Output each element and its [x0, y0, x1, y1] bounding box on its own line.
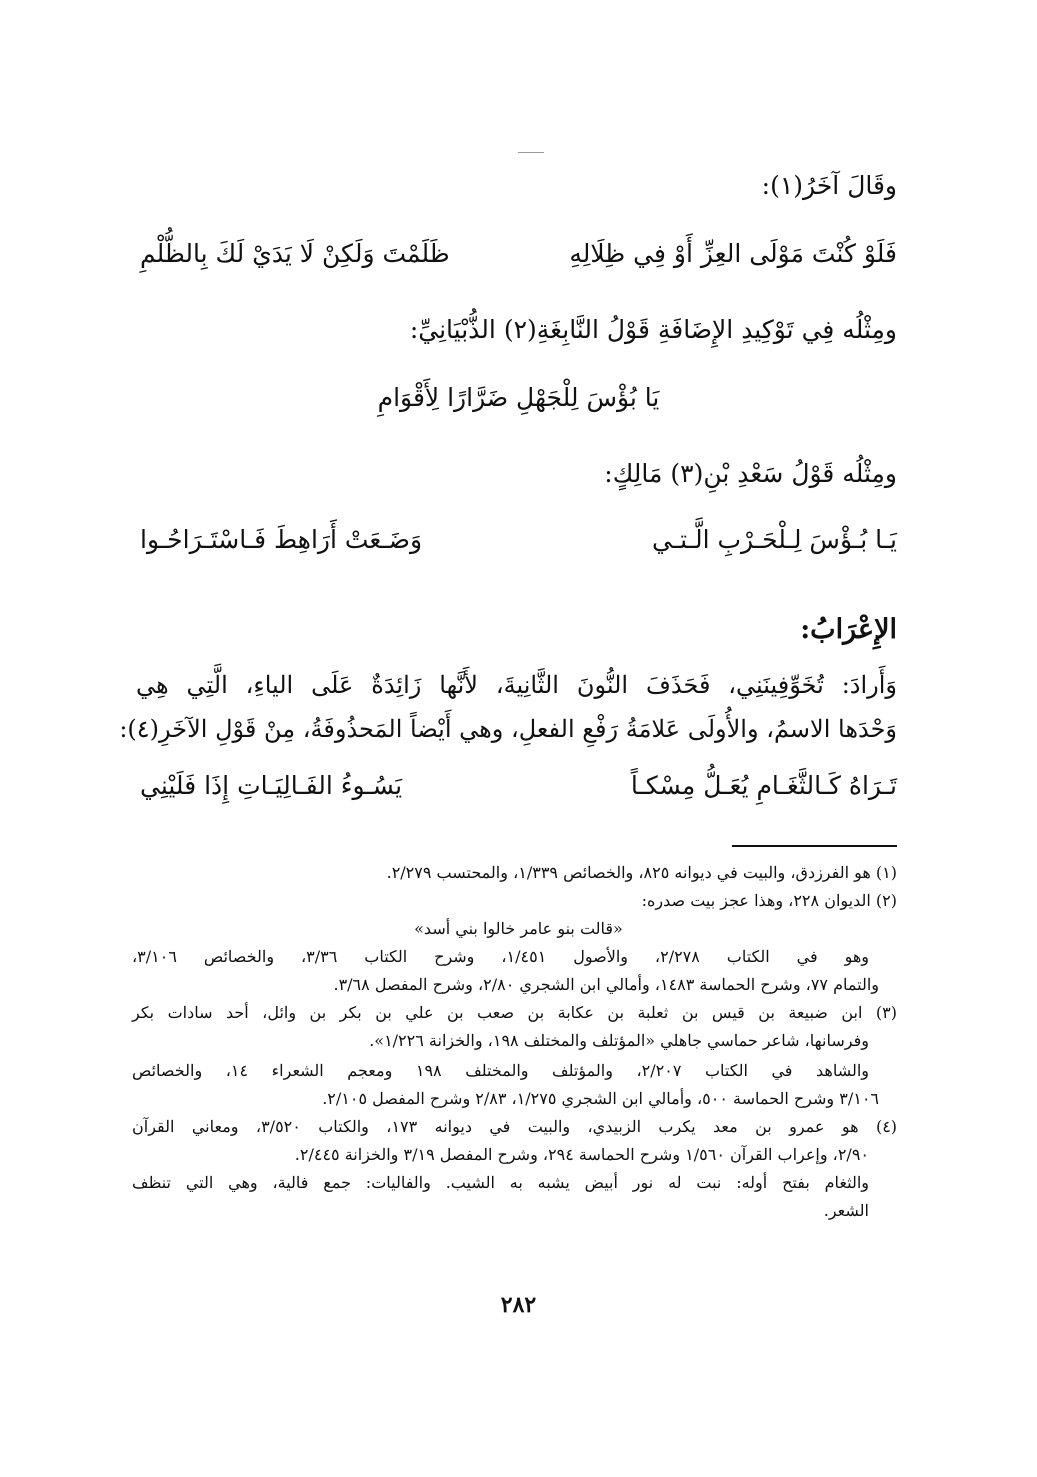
top-mark — [518, 152, 544, 153]
page-number: ٢٨٢ — [500, 1292, 537, 1318]
footnote-2: (٢) الديوان ٢٢٨، وهذا عجز بيت صدره: — [641, 891, 897, 910]
footnote-4: (٤) هو عمرو بن معد يكرب الزبيدي، والبيت في ديوانه ١٧٣، والكتاب ٣/٥٢٠، ومعاني القرآن — [132, 1117, 898, 1136]
intro-line-2: ومِثْلُه فِي تَوْكِيدِ الإِضَافَةِ قَوْلُ النَّابِغَةِ(٢) الذُّبْيَانِيِّ: — [409, 315, 897, 344]
verse-1-first-hemistich: فَلَوْ كُنْتَ مَوْلَى العِزِّ أَوْ فِي ظِلَالِهِ — [569, 239, 897, 268]
footnote-2-line-3: والتمام ٧٧، وشرح الحماسة ١٤٨٣، وأمالي ابن الشجري ٢/٨٠، وشرح المفصل ٣/٦٨. — [333, 975, 879, 994]
footnote-2-quote: «قالت بنو عامر خالوا بني أسد» — [414, 919, 623, 938]
footnote-1: (١) هو الفرزدق، والبيت في ديوانه ٨٢٥، والخصائص ١/٣٣٩، والمحتسب ٢/٢٧٩. — [386, 863, 897, 882]
section-heading: الإِعْرَابُ: — [800, 614, 897, 645]
verse-2: يَا بُؤْسَ لِلْجَهْلِ ضَرَّارًا لِأَقْوَامِ — [377, 383, 660, 412]
verse-1-second-hemistich: ظَلَمْتَ وَلَكِنْ لَا يَدَيْ لَكَ بِالظُّلْمِ — [140, 239, 450, 268]
intro-line-1: وقَالَ آخَرُ(١): — [761, 171, 897, 200]
verse-3-second-hemistich: وَضَـعَتْ أَرَاهِطَ فَـاسْتَـرَاحُـوا — [140, 525, 423, 554]
paragraph-line-1: وَأَرادَ: تُخَوِّفِينَنِي، فَحَذَفَ النُّونَ الثَّانِيةَ، لأَنَّها زَائِدَةٌ عَلَى الياءِ، الَّتِي هِي — [136, 671, 897, 699]
footnote-4-line-2: ٢/٩٠، وإعراب القرآن ١/٥٦٠ وشرح الحماسة ٢٩٤، وشرح المفصل ٣/١٩ والخزانة ٢/٤٤٥. — [294, 1145, 869, 1164]
footnote-4-line-3: والثغام بفتح أوله: نبت له نور أبيض يشبه به الشيب. والفاليات: جمع فالية، وهي التي تنظف — [132, 1173, 870, 1192]
footnote-3: (٣) ابن ضبيعة بن قيس بن ثعلبة بن عكابة بن صعب بن علي بن بكر بن وائل، أحد سادات بكر — [132, 1003, 897, 1022]
verse-4-first-hemistich: تَـرَاهُ كَـالثَّغَـامِ يُعَـلُّ مِسْكـاً — [630, 771, 897, 800]
intro-line-3: ومِثْلُه قَوْلُ سَعْدِ بْنِ(٣) مَالِكٍ: — [604, 459, 897, 488]
footnote-3-line-2: وفرسانها، شاعر حماسي جاهلي «المؤتلف والمختلف ١٩٨، والخزانة ١/٢٢٦». — [369, 1031, 869, 1050]
footnote-2-line-2: وهو في الكتاب ٢/٢٧٨، والأصول ١/٤٥١، وشرح الكتاب ٣/٣٦، والخصائص ٣/١٠٦، — [132, 947, 870, 966]
footnote-4-line-4: الشعر. — [823, 1201, 869, 1220]
footnote-separator — [732, 845, 897, 847]
footnote-3-line-4: ٣/١٠٦ وشرح الحماسة ٥٠٠، وأمالي ابن الشجري ١/٢٧٥، ٢/٨٣ وشرح المفصل ٢/١٠٥. — [322, 1089, 879, 1108]
paragraph-line-2: وَحْدَها الاسمُ، والأُولَى عَلامَةُ رَفْعِ الفعلِ، وهي أَيْضاً المَحذُوفَةُ، مِنْ قَوْلِ الآخَرِ(٤): — [119, 715, 897, 743]
footnote-3-line-3: والشاهد في الكتاب ٢/٢٠٧، والمؤتلف والمختلف ١٩٨ ومعجم الشعراء ١٤، والخصائص — [132, 1061, 870, 1080]
verse-4-second-hemistich: يَسُـوءُ الفَـالِيَـاتِ إِذَا فَلَيْنِي — [140, 771, 403, 800]
verse-3-first-hemistich: يَـا بُـؤْسَ لِـلْحَـرْبِ الَّـتـي — [651, 525, 897, 554]
